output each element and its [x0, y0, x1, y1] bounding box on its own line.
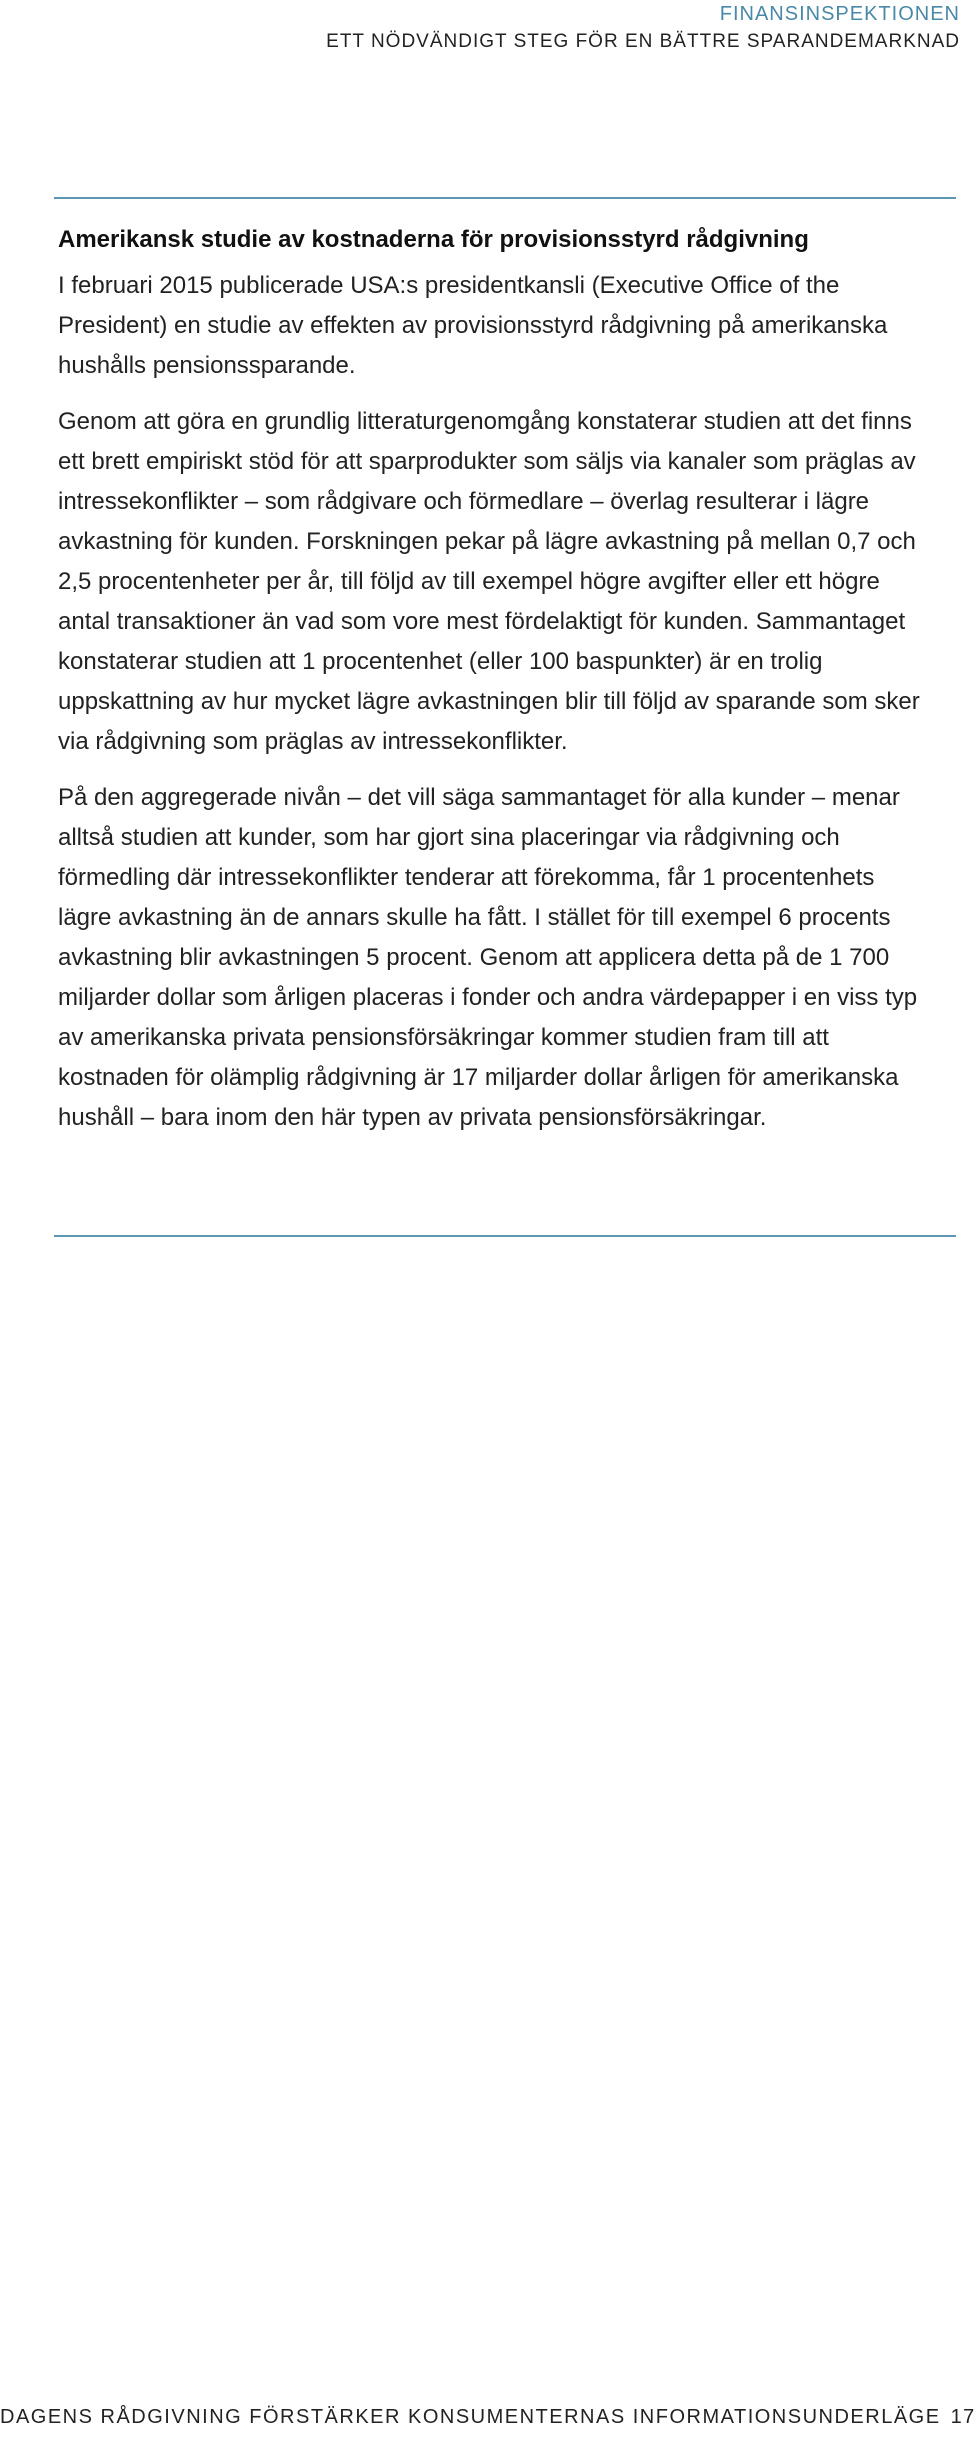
page-number: 17 — [950, 2406, 976, 2428]
page-header — [326, 0, 960, 56]
fact-box-title: Amerikansk studie av kostnaderna för provisionsstyrd rådgivning — [58, 226, 809, 253]
fact-box-bottom-rule — [54, 1235, 956, 1237]
fact-box-top-rule — [54, 197, 956, 199]
footer-title: DAGENS RÅDGIVNING FÖRSTÄRKER KONSUMENTERNAS INFORMATIONSUNDERLÄGE — [0, 2406, 941, 2428]
organization-name: FINANSINSPEKTIONEN — [719, 3, 960, 25]
fact-box-paragraph: Genom att göra en grundlig litteraturgenomgång konstaterar studien att det finns ett brett empiriskt stöd för att sparprodukter som säljs via kanaler som präglas av intressekonflikter – som rådgivare och förmedlare – överlag resulterar i lägre avkastning för kunden. Forskningen pekar på lägre avkastning på mellan 0,7 och 2,5 procentenheter per år, till följd av till exempel högre avgifter eller ett högre antal transaktioner än vad som vore mest fördelaktigt för kunden. Sammantaget konstaterar studien att 1 procentenhet (eller 100 baspunkter) är en trolig uppskattning av hur mycket lägre avkastningen blir till följd av sparande som sker via rådgivning som präglas av intressekonflikter. — [58, 408, 920, 755]
fact-box — [58, 224, 934, 1154]
report-tagline: ETT NÖDVÄNDIGT STEG FÖR EN BÄTTRE SPARANDEMARKNAD — [326, 31, 960, 52]
fact-box-paragraph: På den aggregerade nivån – det vill säga sammantaget för alla kunder – menar alltså studien att kunder, som har gjort sina placeringar via rådgivning och förmedling där intressekonflikter tenderar att förekomma, får 1 procentenhets lägre avkastning än de annars skulle ha fått. I stället för till exempel 6 procents avkastning blir avkastningen 5 procent. Genom att applicera detta på de 1 700 miljarder dollar som årligen placeras i fonder och andra värdepapper i en viss typ av amerikanska privata pensionsförsäkringar kommer studien fram till att kostnaden för olämplig rådgivning är 17 miljarder dollar årligen för amerikanska hushåll – bara inom den här typen av privata pensionsförsäkringar. — [58, 784, 918, 1131]
fact-box-paragraph: I februari 2015 publicerade USA:s presidentkansli (Executive Office of the President) en studie av effekten av provisionsstyrd rådgivning på amerikanska hushålls pensionssparande. — [58, 272, 888, 379]
page-footer — [0, 2406, 976, 2429]
